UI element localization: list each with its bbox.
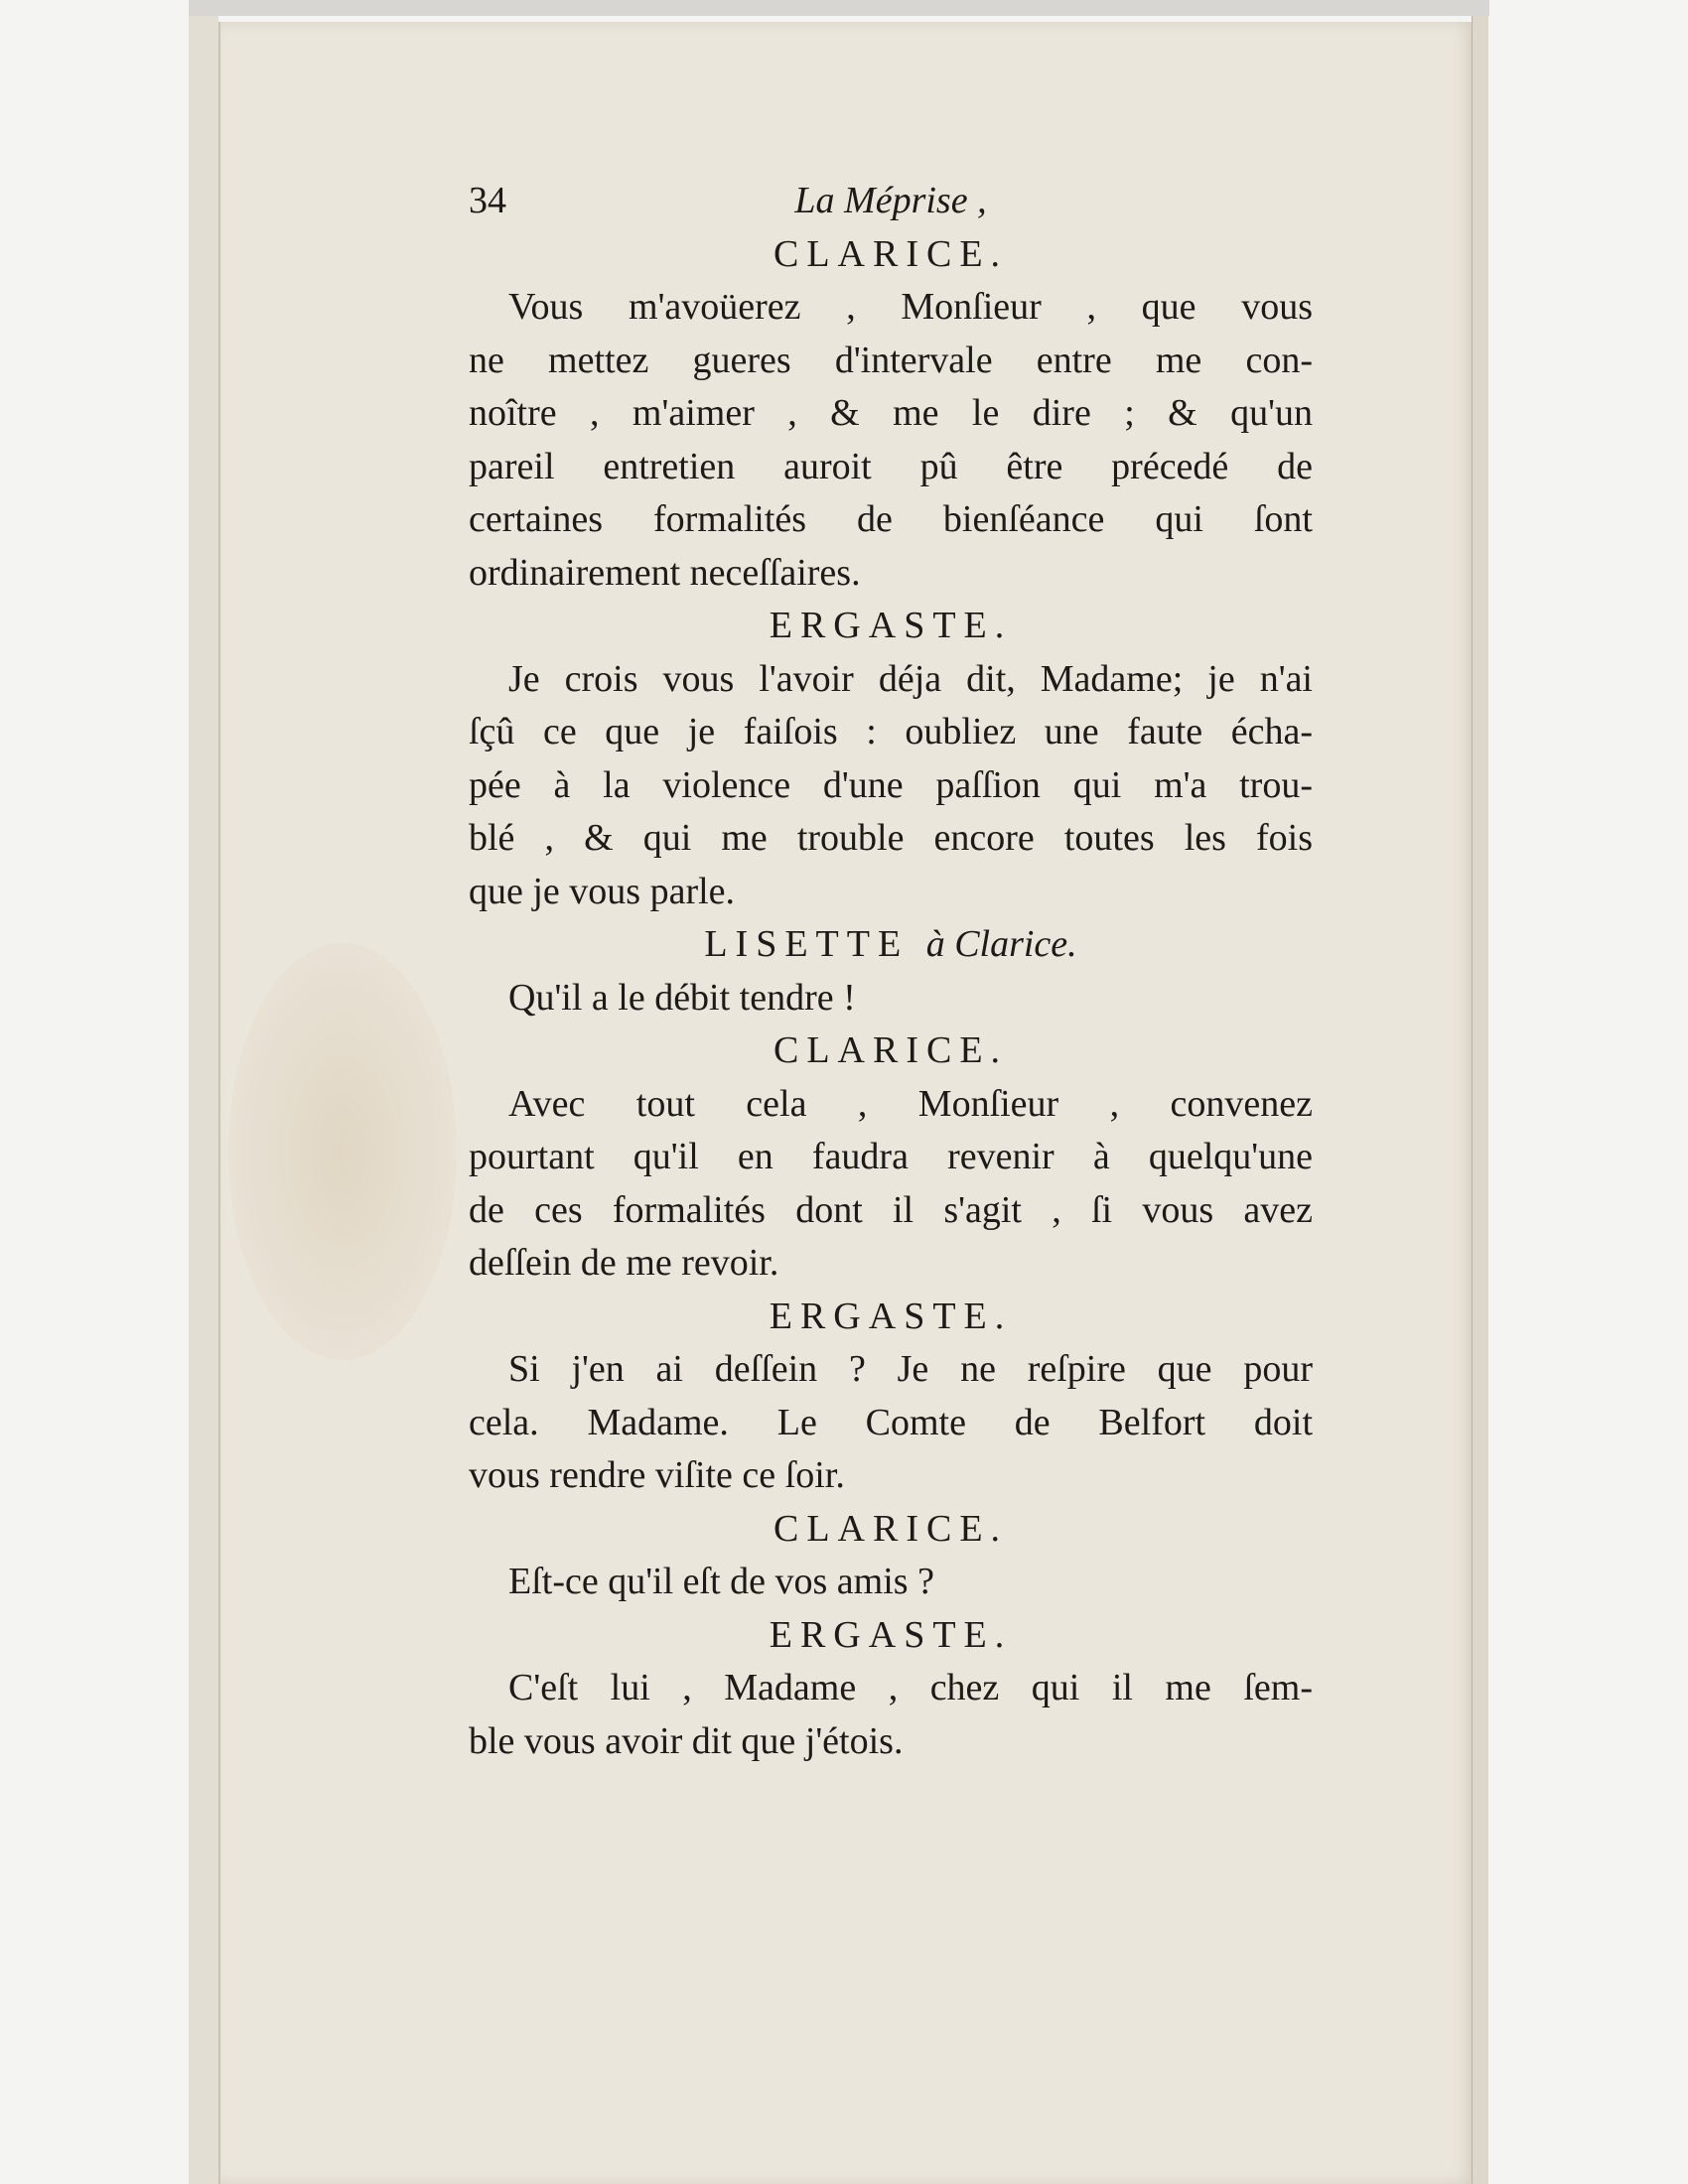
text-line: deſſein de me revoir.: [469, 1242, 779, 1284]
speech: [469, 918, 1313, 1024]
speaker-name: [469, 918, 1313, 972]
speech: [469, 1609, 1313, 1769]
page-number: 34: [469, 180, 506, 221]
stage-direction: à Clarice.: [925, 923, 1077, 965]
running-head: La Méprise ,: [794, 180, 987, 221]
speech: [469, 1503, 1313, 1609]
text-line: Qu'il a le débit tendre !: [508, 976, 856, 1019]
speaker-label: LISETTE: [704, 923, 910, 965]
page-gutter: [189, 16, 218, 2184]
speaker-name: [469, 228, 1313, 282]
text-line: de ces formalités dont il s'agit , ſi vous avez: [469, 1188, 1313, 1231]
speaker-label: CLARICE.: [773, 232, 1009, 275]
dialogue: [469, 228, 1313, 1769]
text-line: pareil entretien auroit pû être précedé de: [469, 445, 1313, 487]
text-line: Vous m'avoüerez , Monſieur , que vous: [508, 286, 1313, 328]
text-line: pée à la violence d'une paſſion qui m'a trou-: [469, 763, 1313, 806]
speaker-name: [469, 1024, 1313, 1078]
text-line: ne mettez gueres d'intervale entre me con-: [469, 339, 1313, 381]
speaker-label: ERGASTE.: [769, 1613, 1013, 1656]
speech: [469, 228, 1313, 601]
text-line: Avec tout cela , Monſieur , convenez: [508, 1082, 1313, 1125]
text-line: vous rendre viſite ce ſoir.: [469, 1454, 845, 1496]
text-line: Je crois vous l'avoir déja dit, Madame; je n'ai: [508, 657, 1313, 700]
speaker-label: ERGASTE.: [769, 605, 1013, 646]
speaker-label: CLARICE.: [773, 1507, 1009, 1550]
speaker-name: [469, 1609, 1313, 1663]
speaker-label: CLARICE.: [773, 1029, 1009, 1071]
page-text: [469, 175, 1313, 1768]
scan-top-border: [189, 0, 1489, 16]
text-line: blé , & qui me trouble encore toutes les fois: [469, 817, 1313, 859]
text-line: Si j'en ai deſſein ? Je ne reſpire que pour: [508, 1348, 1313, 1390]
text-line: Eſt-ce qu'il eſt de vos amis ?: [508, 1561, 934, 1602]
text-line: certaines formalités de bienſéance qui ſont: [469, 498, 1313, 540]
text-line: ſçû ce que je faiſois : oubliez une faute écha-: [469, 711, 1313, 752]
speech: [469, 1291, 1313, 1503]
text-line: pourtant qu'il en faudra revenir à quelqu'une: [469, 1136, 1313, 1177]
text-line: cela. Madame. Le Comte de Belfort doit: [469, 1401, 1313, 1443]
page-edge: [1472, 16, 1488, 2184]
text-line: C'eſt lui , Madame , chez qui il me ſem-: [508, 1667, 1313, 1708]
speaker-name: [469, 1503, 1313, 1557]
speaker-name: [469, 1291, 1313, 1344]
speech: [469, 600, 1313, 918]
text-line: que je vous parle.: [469, 870, 736, 912]
speech: [469, 1024, 1313, 1291]
paper-stain: [228, 943, 457, 1360]
speaker-label: ERGASTE.: [769, 1295, 1013, 1337]
text-line: ordinairement neceſſaires.: [469, 551, 861, 594]
speaker-name: [469, 600, 1313, 653]
page-header: [469, 175, 1313, 228]
text-line: noître , m'aimer , & me le dire ; & qu'un: [469, 392, 1313, 434]
text-line: ble vous avoir dit que j'étois.: [469, 1719, 904, 1762]
